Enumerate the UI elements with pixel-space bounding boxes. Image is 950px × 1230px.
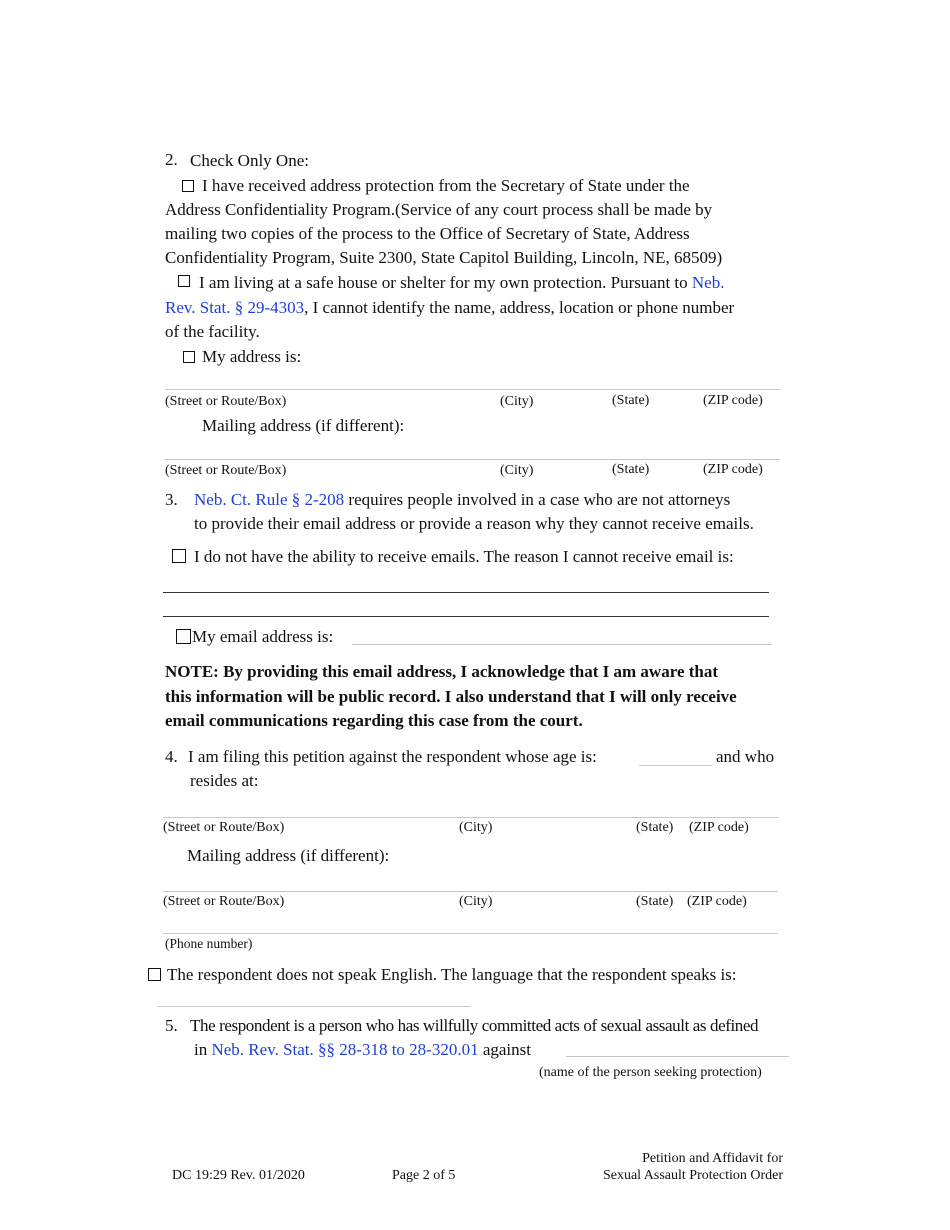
acp-text-line4: Confidentiality Program, Suite 2300, State Capitol Building, Lincoln, NE, 68509) (165, 248, 723, 267)
email-address-line[interactable] (352, 644, 772, 645)
item-5-line2: in Neb. Rev. Stat. §§ 28-318 to 28-320.01 against (194, 1040, 531, 1059)
respondent-address-line[interactable] (163, 817, 778, 818)
footer-title-line1: Petition and Affidavit for (642, 1151, 783, 1166)
email-label: My email address is: (192, 627, 334, 646)
shelter-text-line3: of the facility. (165, 322, 260, 341)
mailing-street-caption: (Street or Route/Box) (165, 463, 287, 478)
mailing-address-label: Mailing address (if different): (202, 416, 405, 435)
note-line3: email communications regarding this case from the court. (165, 711, 583, 730)
item-4-number: 4. (165, 747, 178, 766)
mailing-zip-caption: (ZIP code) (703, 462, 763, 477)
acp-text-line2: Address Confidentiality Program.(Service of any court process shall be made by (165, 200, 713, 219)
mailing-state-caption: (State) (612, 462, 650, 477)
my-address-checkbox[interactable] (183, 351, 195, 363)
item-3-line2: to provide their email address or provide a reason why they cannot receive emails. (194, 514, 754, 533)
item-2-heading: Check Only One: (190, 151, 309, 170)
acp-text-line3: mailing two copies of the process to the Office of Secretary of State, Address (165, 224, 690, 243)
no-english-checkbox[interactable] (148, 968, 161, 981)
resp-mailing-zip-caption: (ZIP code) (687, 894, 747, 909)
acp-text-line1: I have received address protection from the Secretary of State under the (202, 176, 690, 195)
statute-link-28-318[interactable]: Neb. Rev. Stat. §§ 28-318 to 28-320.01 (211, 1040, 479, 1059)
resp-phone-caption: (Phone number) (165, 936, 253, 951)
resp-mailing-address-line[interactable] (163, 891, 778, 892)
item-4-line2: resides at: (190, 771, 259, 790)
item-5-line1: The respondent is a person who has willfully committed acts of sexual assault as defined (190, 1016, 759, 1035)
street-caption: (Street or Route/Box) (165, 394, 287, 409)
protected-person-name-line[interactable] (566, 1056, 789, 1057)
resp-city-caption: (City) (459, 820, 493, 835)
address-line[interactable] (165, 389, 780, 390)
item-4-line1a: I am filing this petition against the respondent whose age is: (188, 747, 597, 766)
email-checkbox[interactable] (176, 629, 191, 644)
my-address-label: My address is: (202, 347, 302, 366)
state-caption: (State) (612, 393, 650, 408)
note-line1: NOTE: By providing this email address, I acknowledge that I am aware that (165, 662, 719, 681)
no-email-reason-line-1[interactable] (163, 592, 769, 593)
item-3-line1: Neb. Ct. Rule § 2-208 requires people involved in a case who are not attorneys (194, 490, 731, 509)
no-english-label: The respondent does not speak English. The language that the respondent speaks is: (167, 965, 737, 984)
note-line2: this information will be public record. I also understand that I will only receive (165, 687, 737, 706)
resp-mailing-label: Mailing address (if different): (187, 846, 390, 865)
respondent-language-line[interactable] (158, 1006, 471, 1007)
court-rule-link[interactable]: Neb. Ct. Rule § 2-208 (194, 490, 345, 509)
shelter-checkbox[interactable] (178, 275, 190, 287)
item-2-number: 2. (165, 150, 178, 169)
footer-form-id: DC 19:29 Rev. 01/2020 (172, 1168, 305, 1183)
shelter-text-line2: Rev. Stat. § 29-4303, I cannot identify the name, address, location or phone number (165, 298, 735, 317)
item-3-number: 3. (165, 490, 178, 509)
footer-page-number: Page 2 of 5 (392, 1168, 456, 1183)
item-4-line1b: and who (716, 747, 775, 766)
resp-mailing-state-caption: (State) (636, 894, 674, 909)
item-5-number: 5. (165, 1016, 178, 1035)
zip-caption: (ZIP code) (703, 393, 763, 408)
resp-mailing-street-caption: (Street or Route/Box) (163, 894, 285, 909)
resp-state-caption: (State) (636, 820, 674, 835)
statute-link-29-4303-a[interactable]: Neb. (691, 273, 725, 292)
resp-phone-line[interactable] (163, 933, 778, 934)
resp-mailing-city-caption: (City) (459, 894, 493, 909)
resp-street-caption: (Street or Route/Box) (163, 820, 285, 835)
city-caption: (City) (500, 394, 534, 409)
mailing-city-caption: (City) (500, 463, 534, 478)
footer-title-line2: Sexual Assault Protection Order (602, 1168, 783, 1183)
respondent-age-line[interactable] (639, 765, 712, 766)
mailing-address-line[interactable] (165, 459, 780, 460)
no-email-checkbox[interactable] (172, 549, 186, 563)
no-email-reason-line-2[interactable] (163, 616, 769, 617)
no-email-label: I do not have the ability to receive emails. The reason I cannot receive email is: (194, 547, 734, 566)
statute-link-29-4303-b[interactable]: Rev. Stat. § 29-4303 (165, 298, 305, 317)
resp-zip-caption: (ZIP code) (689, 820, 749, 835)
shelter-text-line1: I am living at a safe house or shelter for my own protection. Pursuant to Neb. (199, 273, 725, 292)
acp-checkbox[interactable] (182, 180, 194, 192)
protected-person-caption: (name of the person seeking protection) (539, 1065, 762, 1080)
